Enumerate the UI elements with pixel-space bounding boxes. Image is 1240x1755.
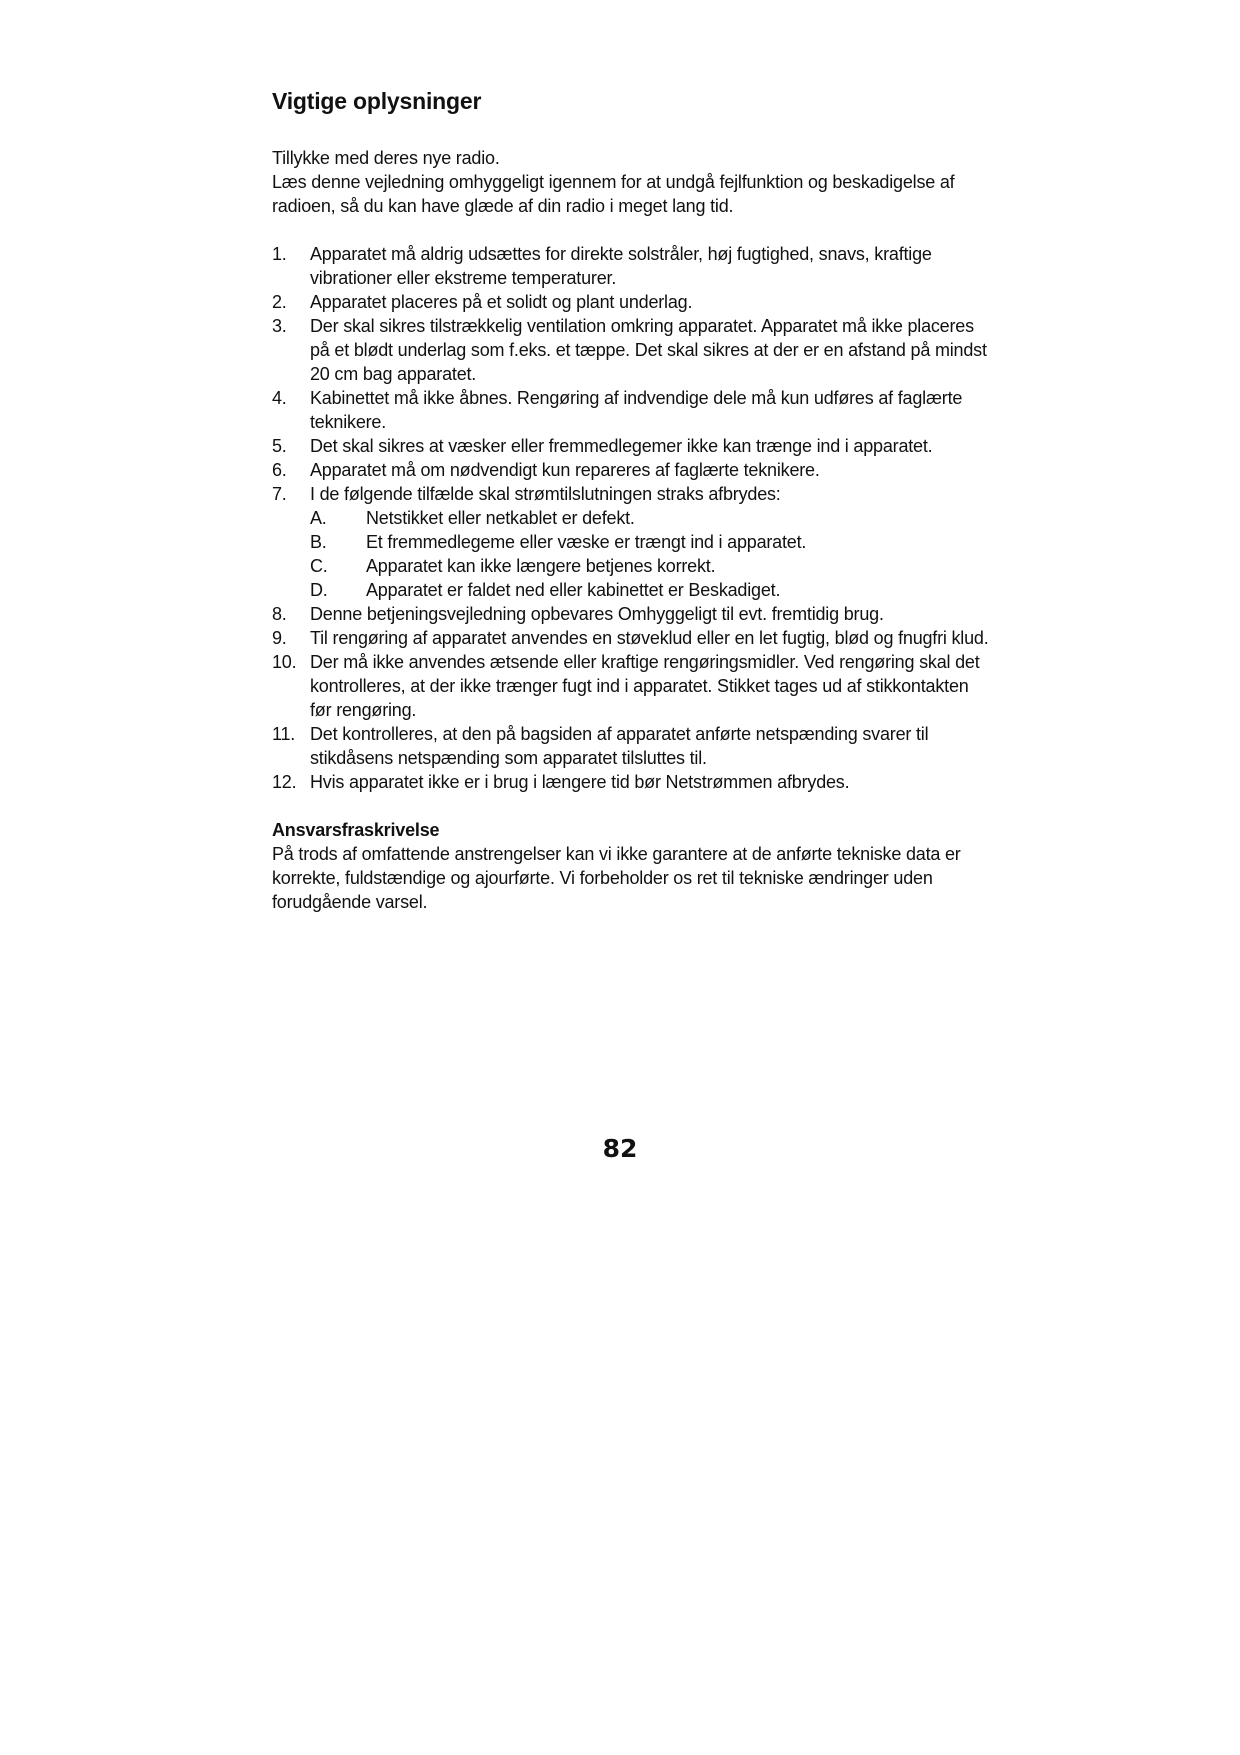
sub-list-item (310, 530, 992, 554)
list-item-text: Der skal sikres tilstrækkelig ventilation omkring apparatet. Apparatet må ikke placeres på et blødt underlag som f.eks. et tæppe. Det skal sikres at der er en afstand på mindst 20 cm bag apparatet. (310, 316, 987, 384)
list-item (272, 770, 992, 794)
list-item-text: Apparatet må aldrig udsættes for direkte solstråler, høj fugtighed, snavs, kraftige vibrationer eller ekstreme temperaturer. (310, 244, 932, 288)
intro-line: Læs denne vejledning omhyggeligt igennem for at undgå fejlfunktion og beskadigelse af radioen, så du kan have glæde af din radio i meget lang tid. (272, 172, 955, 216)
sub-list-item-letter: C. (310, 556, 328, 576)
disconnect-conditions-list (310, 506, 992, 602)
list-item-text: Det kontrolleres, at den på bagsiden af apparatet anførte netspænding svarer til stikdåsens netspænding som apparatet tilsluttes til. (310, 724, 929, 768)
intro-line: Tillykke med deres nye radio. (272, 148, 500, 168)
list-item-number: 4. (272, 388, 287, 408)
list-item-number: 1. (272, 244, 287, 264)
list-item-number: 7. (272, 484, 287, 504)
safety-instructions-list (272, 242, 992, 794)
disclaimer-heading: Ansvarsfraskrivelse (272, 820, 440, 840)
sub-list-item-letter: B. (310, 532, 327, 552)
list-item-number: 5. (272, 436, 287, 456)
list-item (272, 602, 992, 626)
disclaimer-section (272, 818, 992, 914)
sub-list-item-text: Apparatet kan ikke længere betjenes korrekt. (366, 556, 716, 576)
sub-list-item (310, 578, 992, 602)
list-item-text: Apparatet placeres på et solidt og plant underlag. (310, 292, 693, 312)
list-item (272, 722, 992, 770)
list-item-number: 11. (272, 724, 296, 744)
list-item (272, 650, 992, 722)
sub-list-item-text: Netstikket eller netkablet er defekt. (366, 508, 635, 528)
list-item-text: Kabinettet må ikke åbnes. Rengøring af indvendige dele må kun udføres af faglærte teknikere. (310, 388, 963, 432)
list-item-text: Der må ikke anvendes ætsende eller kraftige rengøringsmidler. Ved rengøring skal det kontrolleres, at der ikke trænger fugt ind i apparatet. Stikket tages ud af stikkontakten før rengøring. (310, 652, 980, 720)
sub-list-item-text: Apparatet er faldet ned eller kabinettet er Beskadiget. (366, 580, 781, 600)
list-item-text: Det skal sikres at væsker eller fremmedlegemer ikke kan trænge ind i apparatet. (310, 436, 933, 456)
page-title: Vigtige oplysninger (272, 88, 482, 114)
list-item (272, 386, 992, 434)
sub-list-item-letter: D. (310, 580, 328, 600)
disclaimer-text: På trods af omfattende anstrengelser kan vi ikke garantere at de anførte tekniske data er korrekte, fuldstændige og ajourførte. Vi forbeholder os ret til tekniske ændringer uden forudgående varsel. (272, 844, 961, 912)
sub-list-item (310, 554, 992, 578)
list-item (272, 242, 992, 290)
list-item-number: 8. (272, 604, 287, 624)
list-item-number: 2. (272, 292, 287, 312)
list-item (272, 626, 992, 650)
list-item (272, 458, 992, 482)
list-item (272, 290, 992, 314)
intro-section (272, 146, 992, 218)
list-item-number: 9. (272, 628, 287, 648)
list-item-number: 10. (272, 652, 297, 672)
list-item (272, 482, 992, 602)
list-item-text: I de følgende tilfælde skal strømtilslutningen straks afbrydes: (310, 484, 781, 504)
list-item-text: Hvis apparatet ikke er i brug i længere tid bør Netstrømmen afbrydes. (310, 772, 850, 792)
list-item-text: Apparatet må om nødvendigt kun repareres af faglærte teknikere. (310, 460, 820, 480)
list-item (272, 434, 992, 458)
page-number: 82 (602, 1134, 638, 1163)
list-item-number: 3. (272, 316, 287, 336)
sub-list-item-text: Et fremmedlegeme eller væske er trængt ind i apparatet. (366, 532, 807, 552)
page-content (272, 86, 992, 914)
list-item-number: 12. (272, 772, 297, 792)
list-item-number: 6. (272, 460, 287, 480)
sub-list-item (310, 506, 992, 530)
sub-list-item-letter: A. (310, 508, 327, 528)
list-item (272, 314, 992, 386)
list-item-text: Til rengøring af apparatet anvendes en støveklud eller en let fugtig, blød og fnugfri klud. (310, 628, 989, 648)
list-item-text: Denne betjeningsvejledning opbevares Omhyggeligt til evt. fremtidig brug. (310, 604, 884, 624)
